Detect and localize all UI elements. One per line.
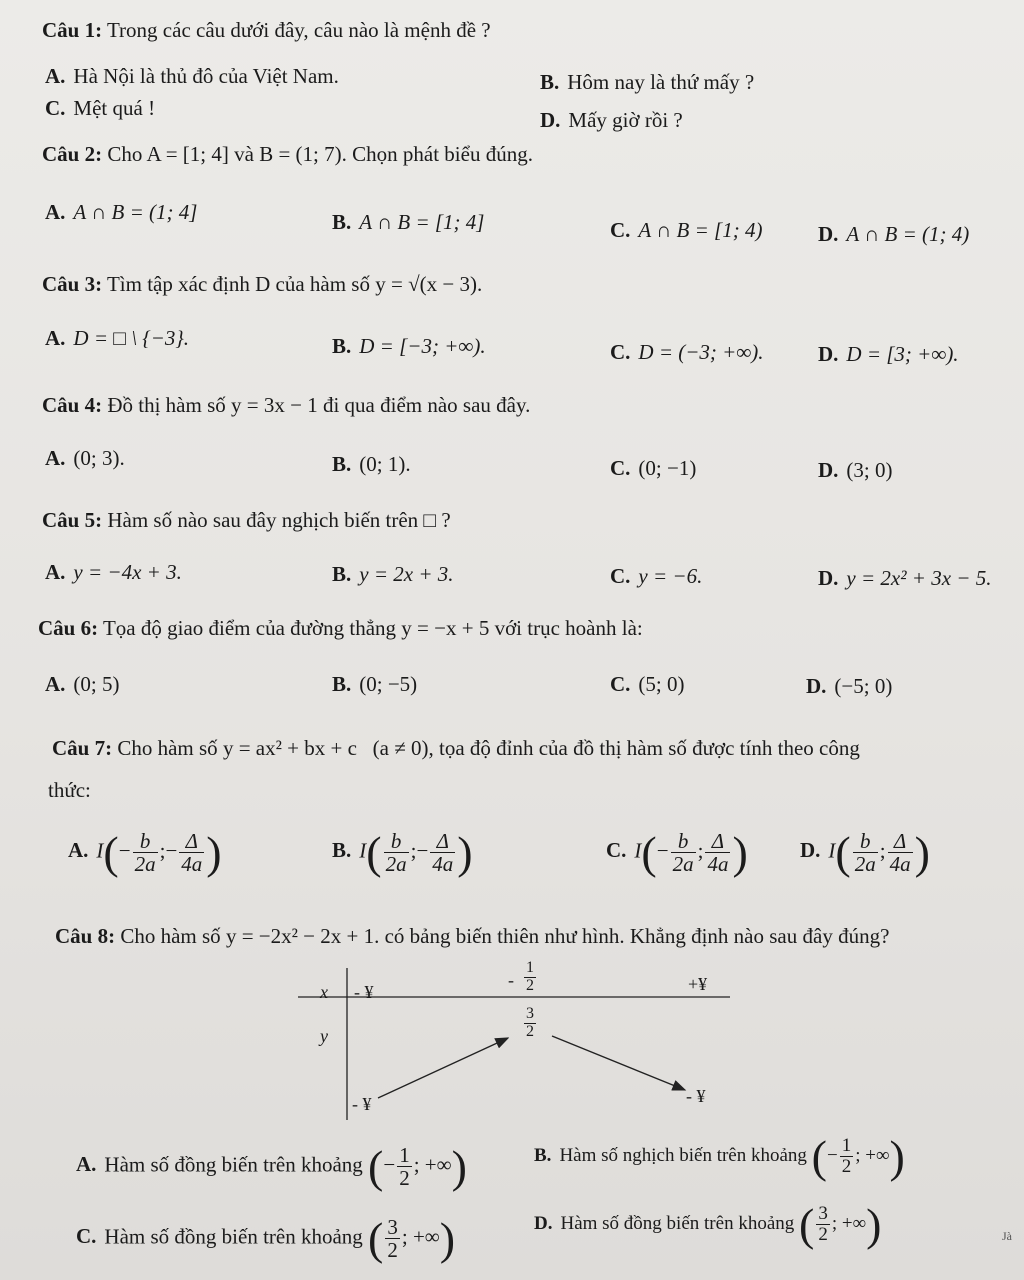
q7-option-a[interactable]: A. I(− $\frac{b}{2a}$ ;− $\frac{\Delta}{4a}$ ): [68, 827, 222, 878]
q8-a-den: 2: [399, 1166, 410, 1190]
q7-b-sign2: −: [416, 838, 429, 863]
q6-option-b-text: (0; −5): [359, 672, 418, 696]
q1-option-b-text: Hôm nay là thứ mấy ?: [567, 70, 755, 94]
q8-option-d-text: Hàm số đồng biến trên khoảng: [560, 1212, 795, 1234]
q2-option-a-text: A ∩ B = (1; 4]: [73, 200, 198, 224]
q7-c-sign1: −: [656, 838, 669, 863]
q2-option-c-letter: C.: [610, 218, 631, 242]
q5-option-b-letter: B.: [332, 562, 352, 586]
q8-a-frac: [397, 1144, 412, 1189]
q7-a-den1: 2a: [134, 852, 156, 876]
q3-option-a[interactable]: [45, 326, 189, 351]
q1-option-b-letter: B.: [540, 70, 560, 94]
q2-prefix: Cho: [107, 142, 143, 166]
q4-function: y = 3x − 1: [231, 393, 318, 417]
q5-option-a-letter: A.: [45, 560, 66, 584]
q7-function: y = ax² + bx + c: [222, 736, 357, 760]
table-x-mid-sign: -: [508, 970, 514, 990]
q8-option-b[interactable]: B. Hàm số nghịch biến trên khoảng (− $\frac{1}{2}$ ; +∞): [534, 1131, 905, 1182]
q3-stem: [42, 272, 482, 297]
q2-option-b[interactable]: [332, 210, 484, 235]
increasing-arrow: [378, 1038, 508, 1098]
q3-option-d-text: D = [3; +∞).: [846, 342, 959, 366]
q6-label: Câu 6:: [38, 616, 99, 640]
q8-option-b-letter: B.: [534, 1144, 552, 1166]
q7-stem: [52, 736, 860, 761]
table-y-max-frac: [524, 1006, 536, 1041]
q3-option-c-letter: C.: [610, 340, 631, 364]
q7-a-den2: 4a: [181, 852, 203, 876]
table-y-right: - ¥: [686, 1086, 706, 1106]
q8-d-num: 3: [818, 1203, 828, 1225]
q7-text-after: , tọa độ đỉnh của đồ thị hàm số được tính theo công: [428, 736, 860, 760]
table-x-right: +¥: [688, 974, 708, 994]
q8-b-frac: [840, 1136, 854, 1177]
q8-b-sign: −: [827, 1144, 838, 1166]
q8-d-frac: [816, 1204, 830, 1245]
q7-c-frac2: [705, 830, 730, 875]
q7-c-den1: 2a: [672, 852, 694, 876]
q1-option-a-text: Hà Nội là thủ đô của Việt Nam.: [73, 64, 339, 88]
q3-text: Tìm tập xác định D của hàm số: [106, 272, 370, 296]
q7-text-before: Cho hàm số: [117, 736, 218, 760]
table-x-mid-num: 1: [526, 959, 534, 976]
q8-b-den: 2: [841, 1156, 852, 1177]
q2-set-b: B = (1; 7): [259, 142, 342, 166]
q7-d-den2: 4a: [889, 852, 911, 876]
q3-option-b-letter: B.: [332, 334, 352, 358]
q4-label: Câu 4:: [42, 393, 103, 417]
q7-b-frac1: [384, 830, 409, 875]
q6-text-before: Tọa độ giao điểm của đường thẳng: [102, 616, 397, 640]
q4-option-d-letter: D.: [818, 458, 839, 482]
q6-text-after: với trục hoành là:: [494, 616, 643, 640]
q8-text-after: có bảng biến thiên như hình. Khẳng định nào sau đây đúng?: [384, 924, 890, 948]
q7-b-den1: 2a: [385, 852, 407, 876]
q6-option-c[interactable]: [610, 672, 685, 697]
q8-function: y = −2x² − 2x + 1.: [225, 924, 380, 948]
q7-option-c-letter: C.: [606, 838, 627, 863]
q7-d-frac1: [853, 830, 878, 875]
q2-and: và: [234, 142, 254, 166]
q4-option-b[interactable]: [332, 452, 411, 477]
q2-set-a: A = [1; 4]: [146, 142, 229, 166]
q4-option-d-text: (3; 0): [846, 458, 893, 482]
q8-label: Câu 8:: [55, 924, 116, 948]
q5-option-c-letter: C.: [610, 564, 631, 588]
q8-c-den: 2: [387, 1238, 398, 1262]
q5-option-d[interactable]: [818, 566, 991, 591]
q7-c-frac1: [671, 830, 696, 875]
q4-option-a-text: (0; 3).: [73, 446, 125, 470]
q7-b-frac2: [430, 830, 455, 875]
table-y-max-num: 3: [526, 1005, 534, 1022]
q7-a-frac2: [179, 830, 204, 875]
q2-option-a[interactable]: [45, 200, 197, 225]
table-x-mid-den: 2: [526, 976, 534, 994]
q8-option-a[interactable]: A. Hàm số đồng biến trên khoảng (− $\frac{1}{2}$ ; +∞): [76, 1141, 467, 1192]
q8-option-c[interactable]: C. Hàm số đồng biến trên khoảng ( $\frac{3}{2}$ ; +∞): [76, 1213, 456, 1264]
q7-option-c[interactable]: C. I(− $\frac{b}{2a}$ ; $\frac{\Delta}{4a}$ ): [606, 827, 748, 878]
q6-option-b[interactable]: [332, 672, 417, 697]
q7-a-num1: b: [133, 830, 158, 853]
q7-a-sign1: −: [118, 838, 131, 863]
q5-stem: [42, 508, 451, 533]
q3-option-a-letter: A.: [45, 326, 66, 350]
q5-option-b-text: y = 2x + 3.: [359, 562, 454, 586]
q8-c-frac: [385, 1216, 400, 1261]
q7-option-b-letter: B.: [332, 838, 352, 863]
q8-option-b-text: Hàm số nghịch biến trên khoảng: [559, 1144, 807, 1166]
q2-label: Câu 2:: [42, 142, 103, 166]
q1-option-b[interactable]: [540, 70, 754, 95]
q4-text-after: đi qua điểm nào sau đây.: [322, 393, 531, 417]
q4-option-b-text: (0; 1).: [359, 452, 411, 476]
table-y-max-den: 2: [526, 1022, 534, 1040]
q7-a-frac1: [133, 830, 158, 875]
q2-option-d-text: A ∩ B = (1; 4): [846, 222, 970, 246]
q2-option-c[interactable]: [610, 218, 762, 243]
q7-d-frac2: [888, 830, 913, 875]
q3-function: y = √(x − 3): [375, 272, 477, 296]
q5-option-c[interactable]: [610, 564, 702, 589]
q4-option-c[interactable]: [610, 456, 696, 481]
q2-option-d[interactable]: [818, 222, 969, 247]
q5-text: Hàm số nào sau đây nghịch biến trên □ ?: [107, 508, 451, 532]
q8-text-before: Cho hàm số: [120, 924, 221, 948]
q7-b-num2: Δ: [430, 830, 455, 853]
q2-option-b-text: A ∩ B = [1; 4]: [359, 210, 485, 234]
q7-stem-line2: thức:: [48, 778, 91, 802]
q2-stem: [42, 142, 533, 167]
q6-option-c-text: (5; 0): [638, 672, 685, 696]
q6-option-c-letter: C.: [610, 672, 631, 696]
q7-c-num2: Δ: [705, 830, 730, 853]
q8-a-tail: ; +∞: [413, 1152, 452, 1177]
table-x-left: - ¥: [354, 982, 374, 1002]
q1-option-d-letter: D.: [540, 108, 561, 132]
q7-option-b[interactable]: B. I( $\frac{b}{2a}$ ;− $\frac{\Delta}{4a}$ ): [332, 827, 473, 878]
q5-option-d-letter: D.: [818, 566, 839, 590]
q7-option-d[interactable]: D. I( $\frac{b}{2a}$ ; $\frac{\Delta}{4a}$ ): [800, 827, 930, 878]
q8-option-a-text: Hàm số đồng biến trên khoảng: [104, 1152, 363, 1177]
q8-b-num: 1: [841, 1135, 852, 1157]
q8-d-tail: ; +∞: [831, 1212, 867, 1234]
q8-option-a-letter: A.: [76, 1152, 97, 1177]
q7-option-d-letter: D.: [800, 838, 821, 863]
q7-option-a-letter: A.: [68, 838, 89, 863]
q3-option-b-text: D = [−3; +∞).: [359, 334, 486, 358]
q7-d-num1: b: [853, 830, 878, 853]
q8-a-sign: −: [383, 1152, 396, 1177]
q2-option-d-letter: D.: [818, 222, 839, 246]
q8-option-c-letter: C.: [76, 1224, 97, 1249]
q2-option-a-letter: A.: [45, 200, 66, 224]
q1-stem: [42, 18, 491, 43]
q6-function: y = −x + 5: [401, 616, 490, 640]
q3-option-d-letter: D.: [818, 342, 839, 366]
q4-option-a-letter: A.: [45, 446, 66, 470]
q4-stem: [42, 393, 530, 418]
q5-option-a[interactable]: [45, 560, 182, 585]
q6-option-d-letter: D.: [806, 674, 827, 698]
q8-c-tail: ; +∞: [401, 1224, 440, 1249]
q6-stem: [38, 616, 643, 641]
q2-suffix: . Chọn phát biểu đúng.: [341, 142, 533, 166]
q7-condition: (a ≠ 0): [372, 736, 429, 760]
table-x-mid-frac: [524, 960, 536, 995]
q8-d-den: 2: [818, 1224, 828, 1245]
q1-text: Trong các câu dưới đây, câu nào là mệnh đề ?: [106, 18, 491, 42]
q4-option-d[interactable]: [818, 458, 893, 483]
q7-d-den1: 2a: [854, 852, 876, 876]
q5-option-a-text: y = −4x + 3.: [73, 560, 182, 584]
q3-end: .: [476, 272, 483, 296]
q8-c-num: 3: [387, 1214, 398, 1239]
q7-d-num2: Δ: [888, 830, 913, 853]
q5-option-c-text: y = −6.: [638, 564, 703, 588]
q1-label: Câu 1:: [42, 18, 103, 42]
q4-text-before: Đồ thị hàm số: [107, 393, 226, 417]
q7-c-den2: 4a: [707, 852, 729, 876]
q3-option-a-text: D = □ \ {−3}.: [73, 326, 189, 350]
q3-option-d[interactable]: [818, 342, 959, 367]
q6-option-b-letter: B.: [332, 672, 352, 696]
q2-option-c-text: A ∩ B = [1; 4): [638, 218, 763, 242]
table-x-label: x: [320, 982, 328, 1002]
q4-option-c-letter: C.: [610, 456, 631, 480]
q7-label: Câu 7:: [52, 736, 113, 760]
q6-option-a-letter: A.: [45, 672, 66, 696]
q8-option-c-text: Hàm số đồng biến trên khoảng: [104, 1224, 363, 1249]
q7-a-num2: Δ: [179, 830, 204, 853]
q1-option-d-text: Mấy giờ rồi ?: [568, 108, 683, 132]
q7-b-den2: 4a: [432, 852, 454, 876]
table-y-left: - ¥: [352, 1094, 372, 1114]
q5-label: Câu 5:: [42, 508, 103, 532]
q1-option-a[interactable]: [45, 64, 339, 89]
q1-option-d[interactable]: [540, 108, 683, 133]
q4-option-b-letter: B.: [332, 452, 352, 476]
q8-a-num: 1: [399, 1142, 410, 1167]
variation-table: [290, 960, 740, 1120]
q1-option-a-letter: A.: [45, 64, 66, 88]
q1-option-c-text: Mệt quá !: [73, 96, 156, 120]
q8-stem: [55, 924, 889, 949]
q6-option-d[interactable]: [806, 674, 892, 699]
q8-b-tail: ; +∞: [855, 1144, 890, 1166]
page-mark: Jà: [1002, 1229, 1012, 1243]
q6-option-a-text: (0; 5): [73, 672, 120, 696]
q2-option-b-letter: B.: [332, 210, 352, 234]
q4-option-c-text: (0; −1): [638, 456, 697, 480]
q5-option-d-text: y = 2x² + 3x − 5.: [846, 566, 992, 590]
q4-option-a[interactable]: [45, 446, 125, 471]
q1-option-c[interactable]: [45, 96, 155, 121]
q6-option-d-text: (−5; 0): [834, 674, 893, 698]
decreasing-arrow: [552, 1036, 685, 1090]
q7-b-num1: b: [384, 830, 409, 853]
q3-option-b[interactable]: [332, 334, 486, 359]
q3-label: Câu 3:: [42, 272, 103, 296]
q3-option-c[interactable]: [610, 340, 764, 365]
q8-option-d[interactable]: D. Hàm số đồng biến trên khoảng ( $\frac{3}{2}$ ; +∞): [534, 1199, 882, 1250]
q3-option-c-text: D = (−3; +∞).: [638, 340, 764, 364]
table-y-label: y: [320, 1026, 328, 1046]
q7-c-num1: b: [671, 830, 696, 853]
q8-option-d-letter: D.: [534, 1212, 553, 1234]
q5-option-b[interactable]: [332, 562, 454, 587]
q7-a-sign2: −: [165, 838, 178, 863]
q1-option-c-letter: C.: [45, 96, 66, 120]
q6-option-a[interactable]: [45, 672, 120, 697]
